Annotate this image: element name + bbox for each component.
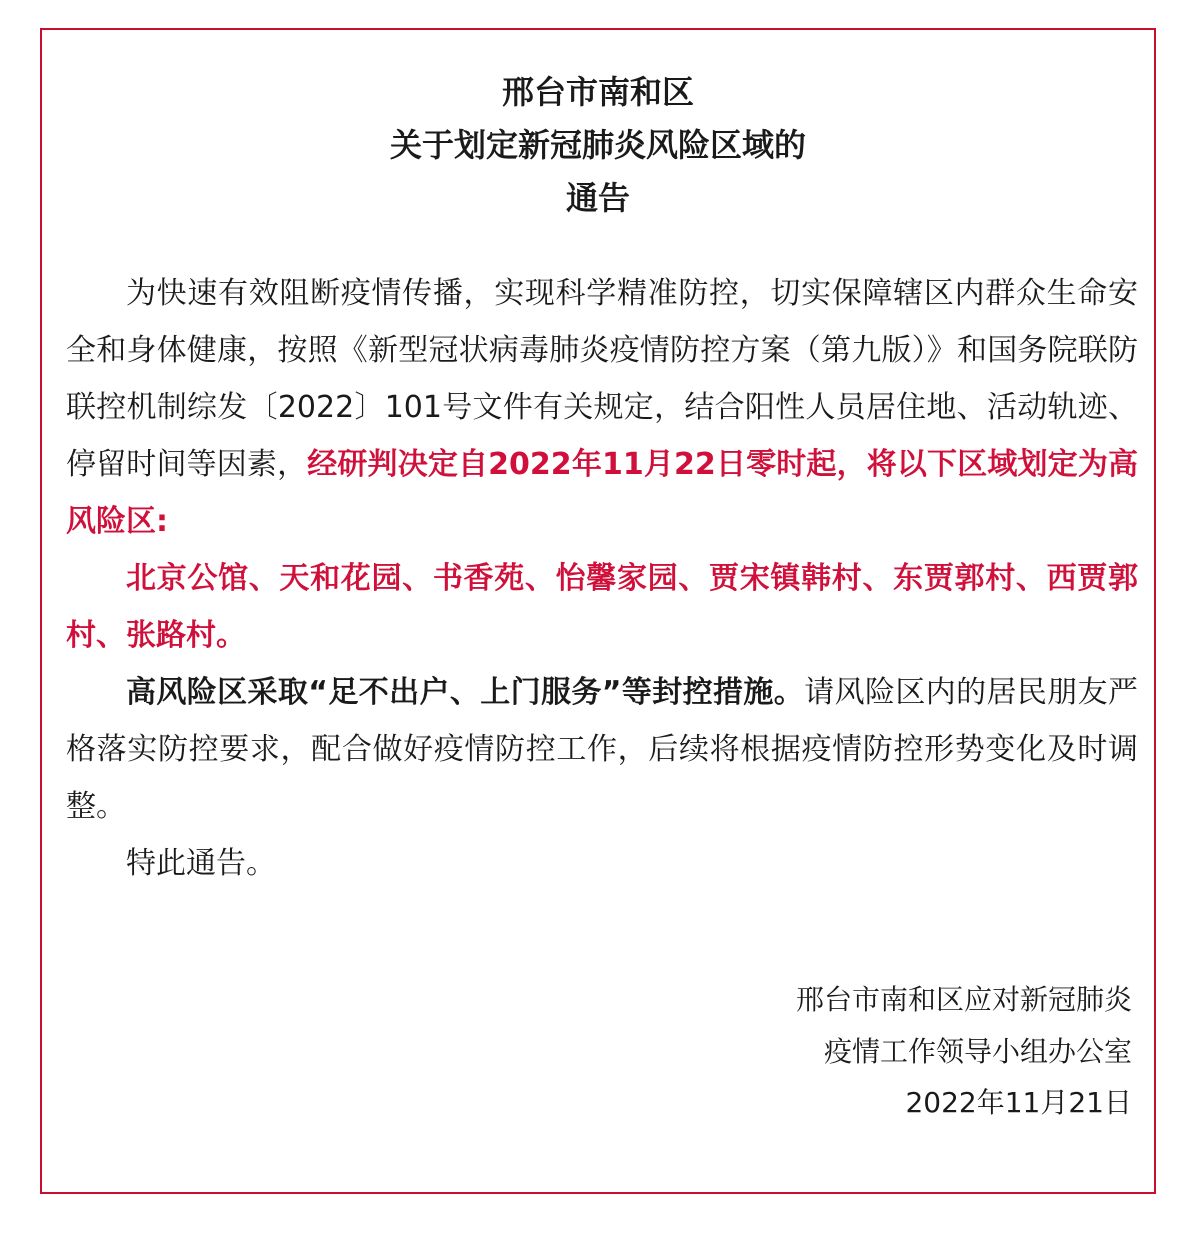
paragraph-3-text: 请风险区内的居民朋友严格落实防控要求，配合做好疫情防控工作，后续将根据疫情防控形势变化及时调整。	[66, 675, 1139, 824]
paragraph-4: 特此通告。	[126, 846, 276, 881]
signature-line-2: 疫情工作领导小组办公室	[823, 1035, 1132, 1068]
notice-frame	[40, 28, 1156, 1194]
title-line-3: 通告	[565, 179, 630, 217]
signature-date: 2022年11月21日	[905, 1086, 1132, 1119]
high-risk-areas-list: 北京公馆、天和花园、书香苑、怡馨家园、贾宋镇韩村、东贾郭村、西贾郭村、张路村。	[66, 561, 1138, 653]
paragraph-1-text: 为快速有效阻断疫情传播，实现科学精准防控，切实保障辖区内群众生命安全和身体健康，按照《新型冠状病毒肺炎疫情防控方案（第九版）》和国务院联防联控机制综发〔2022〕101号文件有关规定，结合阳性人员居住地、活动轨迹、停留时间等因素，	[66, 276, 1138, 482]
paragraph-3-bold: 高风险区采取“足不出户、上门服务”等封控措施。	[126, 675, 805, 710]
paragraph-1	[66, 265, 1138, 550]
paragraph-3	[66, 664, 1138, 835]
paragraph-2	[66, 550, 1138, 664]
notice-body	[66, 265, 1138, 892]
paragraph-1-highlight: 经研判决定自2022年11月22日零时起，将以下区域划定为高风险区:	[66, 447, 1138, 539]
title-line-1: 邢台市南和区	[501, 73, 694, 111]
title-line-2: 关于划定新冠肺炎风险区域的	[389, 126, 806, 164]
signature-line-1: 邢台市南和区应对新冠肺炎	[795, 983, 1132, 1016]
